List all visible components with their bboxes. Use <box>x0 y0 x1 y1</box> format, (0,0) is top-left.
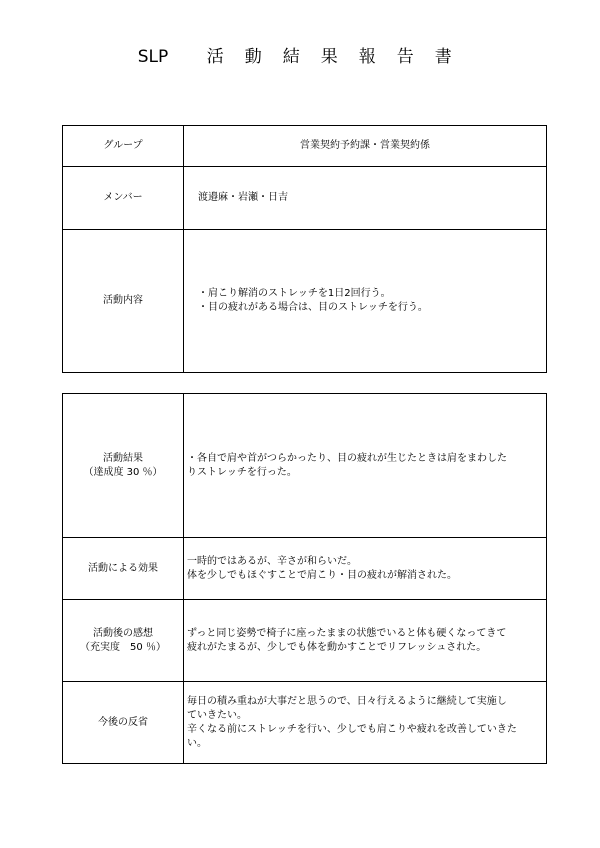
reflection-line: 辛くなる前にストレッチを行い、少しでも肩こりや疲れを改善していきた <box>187 723 517 735</box>
reflection-line: ていきたい。 <box>187 709 247 721</box>
title-char: 果 <box>320 47 338 67</box>
group-label: グループ <box>63 126 184 167</box>
content-label: 活動内容 <box>63 230 184 373</box>
effect-label: 活動による効果 <box>63 538 184 600</box>
member-row <box>63 167 547 230</box>
impression-line: ずっと同じ姿勢で椅子に座ったままの状態でいると体も硬くなってきて <box>187 627 507 639</box>
result-label-text: 活動結果 <box>103 452 143 464</box>
title-latin: SLP <box>137 47 169 67</box>
impression-label <box>63 600 184 682</box>
impression-line: 疲れがたまるが、少しでも体を動かすことでリフレッシュされた。 <box>187 641 487 653</box>
reflection-line: 毎日の積み重ねが大事だと思うので、日々行えるように継続して実施し <box>187 695 507 707</box>
impression-value <box>184 600 547 682</box>
impression-label-text: 活動後の感想 <box>93 627 153 639</box>
content-row <box>63 230 547 373</box>
result-line: ・各自で肩や首がつらかったり、目の疲れが生じたときは肩をまわした <box>187 452 507 464</box>
reflection-value <box>184 682 547 764</box>
group-value: 営業契約予約課・営業契約係 <box>184 126 547 167</box>
effect-row <box>63 538 547 600</box>
effect-line: 体を少しでもほぐすことで肩こり・目の疲れが解消された。 <box>187 569 457 581</box>
result-line: りストレッチを行った。 <box>187 466 297 478</box>
title-char: 動 <box>244 47 262 67</box>
member-label: メンバー <box>63 167 184 230</box>
effect-value <box>184 538 547 600</box>
result-value <box>184 394 547 538</box>
reflection-label: 今後の反省 <box>63 682 184 764</box>
group-row <box>63 126 547 167</box>
results-table <box>62 393 547 764</box>
reflection-line: い。 <box>187 737 207 749</box>
report-title <box>0 42 600 67</box>
content-value <box>184 230 547 373</box>
member-value: 渡邉麻・岩瀬・日吉 <box>184 167 547 230</box>
content-line: ・肩こり解消のストレッチを1日2回行う。 <box>198 288 391 299</box>
title-char: 書 <box>434 47 452 67</box>
result-achievement: （達成度 30 ％） <box>83 466 163 478</box>
title-char: 結 <box>282 47 300 67</box>
result-row <box>63 394 547 538</box>
title-char: 告 <box>396 47 414 67</box>
overview-table <box>62 125 547 373</box>
impression-fulfillment: （充実度 50 ％） <box>80 641 166 653</box>
result-label <box>63 394 184 538</box>
content-line: ・目の疲れがある場合は、目のストレッチを行う。 <box>198 302 428 313</box>
impression-row <box>63 600 547 682</box>
title-char: 報 <box>358 47 376 67</box>
reflection-row <box>63 682 547 764</box>
effect-line: 一時的ではあるが、辛さが和らいだ。 <box>187 555 357 567</box>
title-char: 活 <box>206 47 224 67</box>
